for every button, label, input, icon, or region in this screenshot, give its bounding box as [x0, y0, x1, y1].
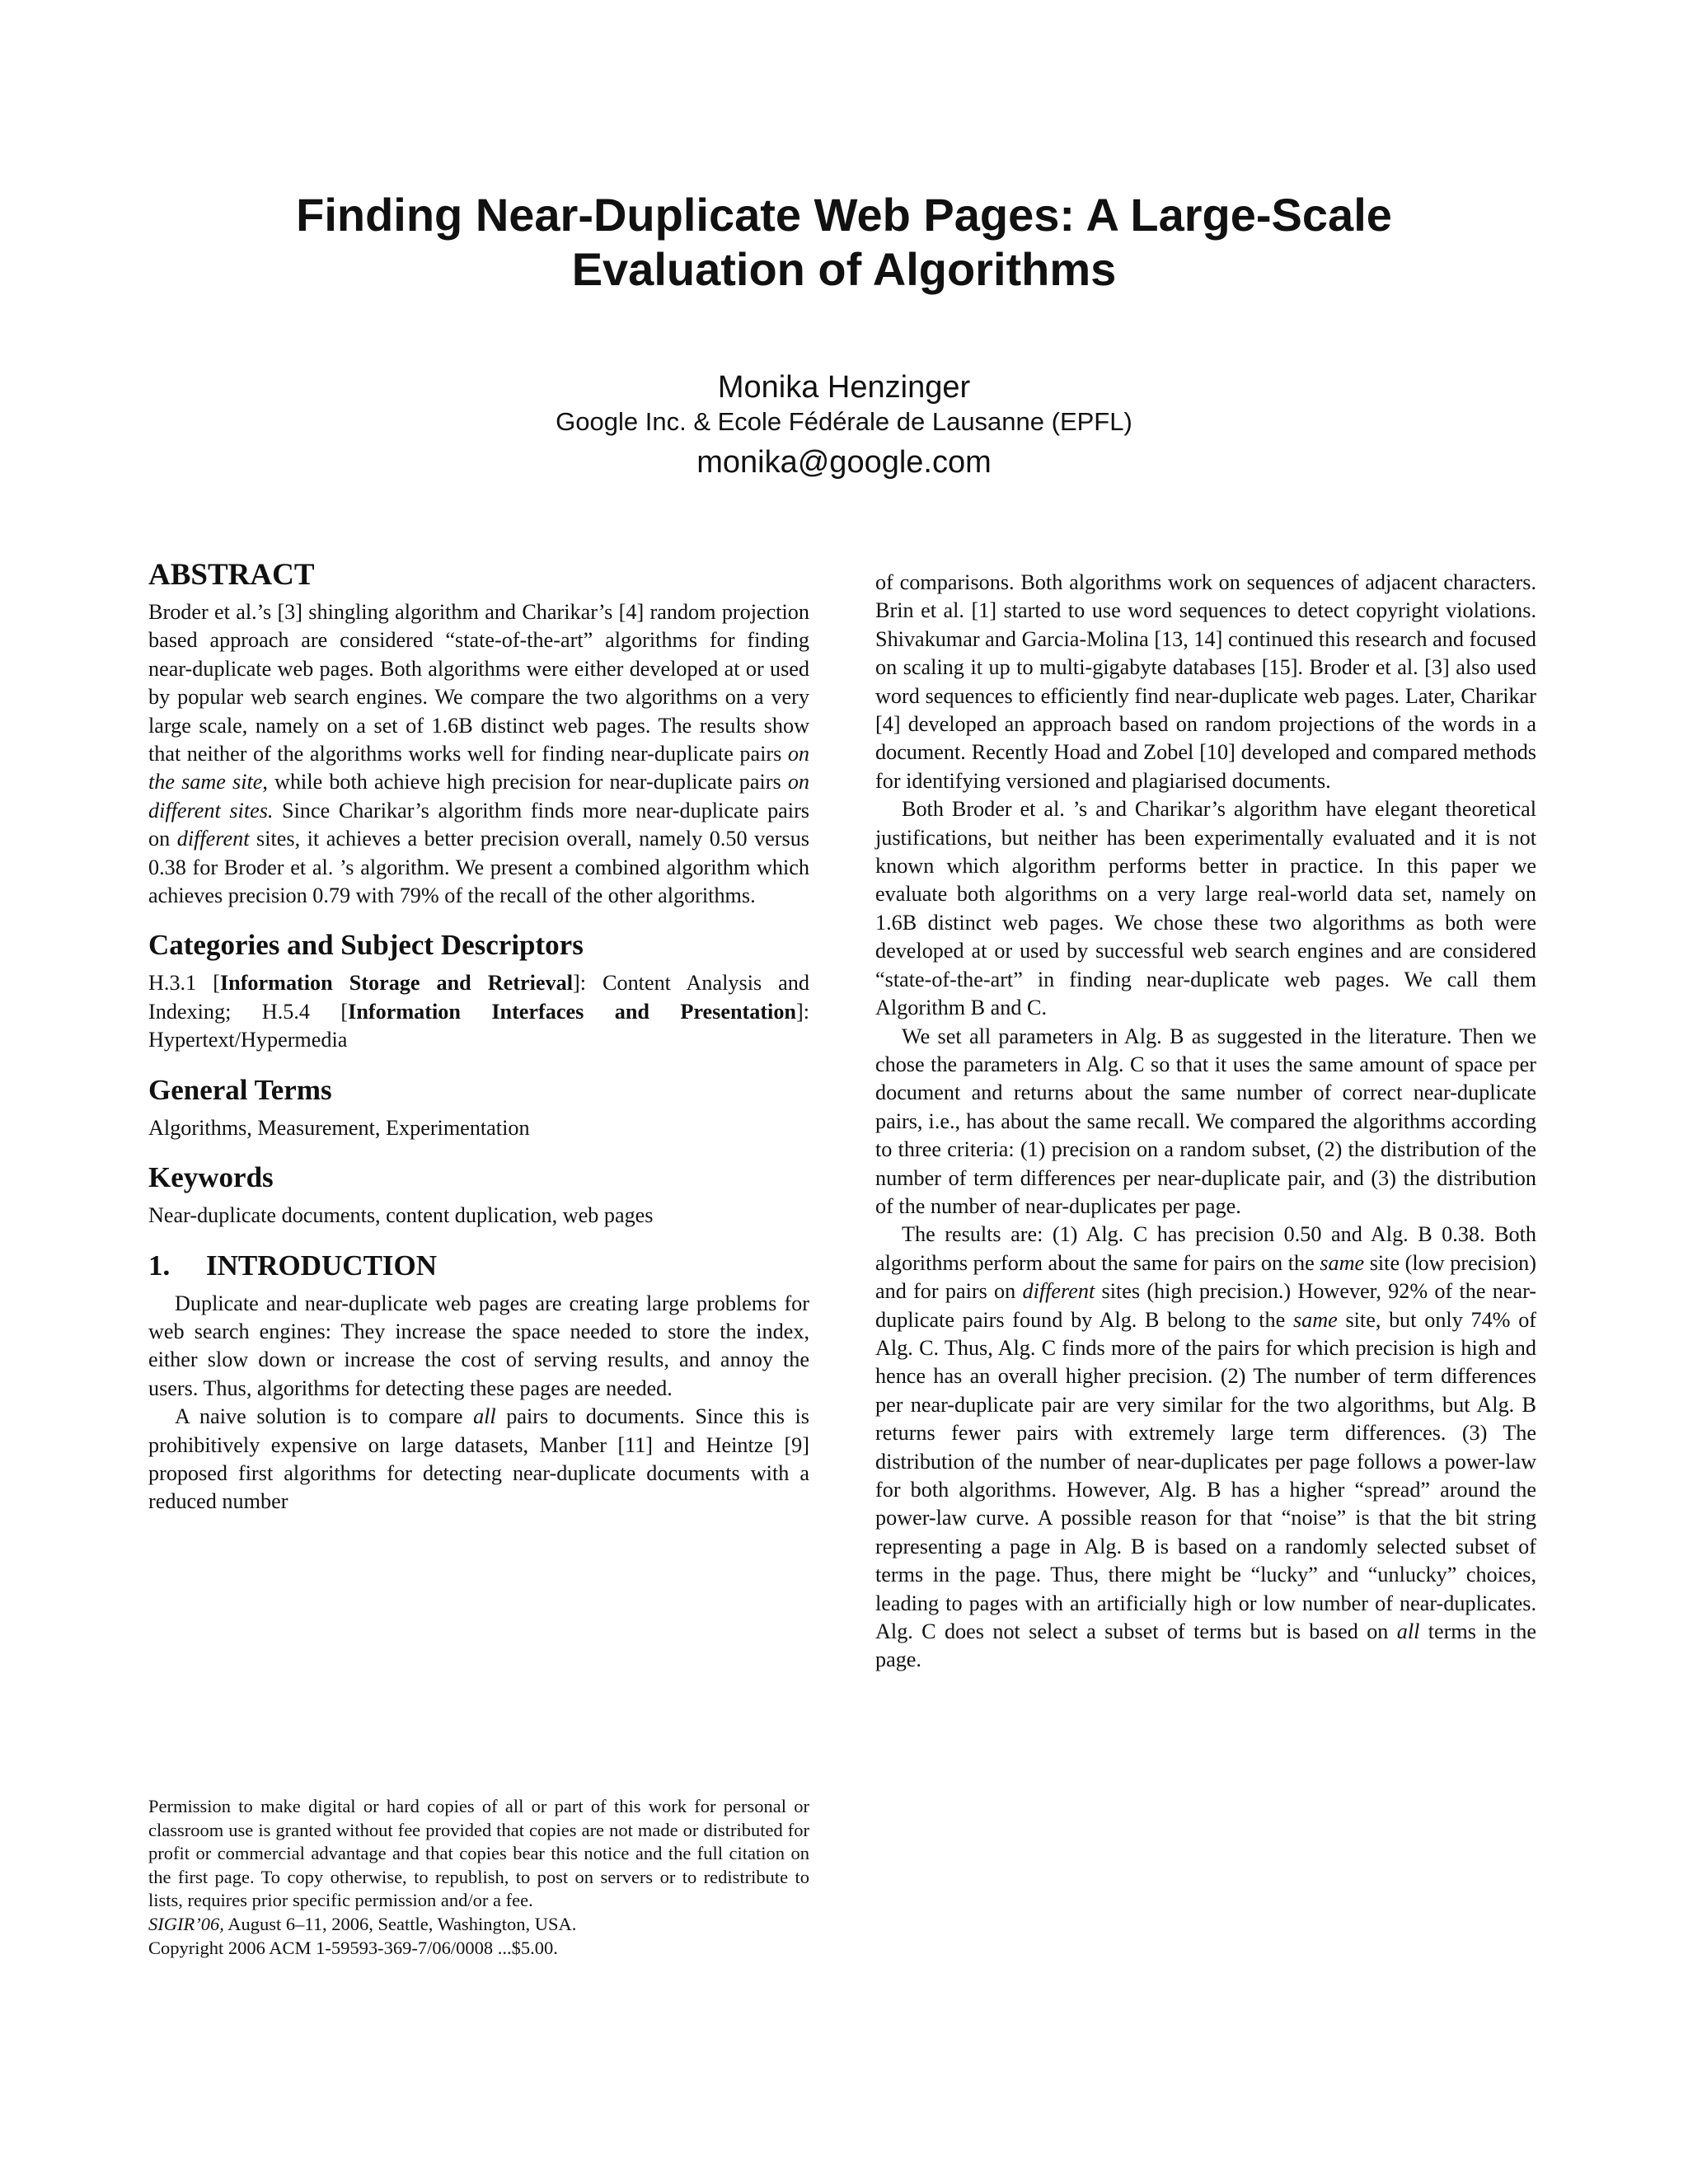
section-title: INTRODUCTION	[206, 1249, 438, 1282]
paper-title-line-2: Evaluation of Algorithms	[571, 243, 1117, 295]
abstract-emphasis: on the same site	[148, 742, 809, 794]
abstract-heading: ABSTRACT	[148, 558, 315, 592]
venue-details: August 6–11, 2006, Seattle, Washington, USA.	[223, 1913, 577, 1934]
intro-paragraph-6	[875, 1221, 1536, 1675]
abstract-text-part: , while both achieve high precision for near-duplicate pairs	[262, 770, 788, 794]
paper-title	[148, 188, 1540, 297]
intro-text-part: site (low precision) and for pairs on	[875, 1250, 1536, 1304]
author-email: monika@google.com	[696, 445, 992, 480]
keywords-text: Near-duplicate documents, content duplication, web pages	[148, 1203, 654, 1228]
intro-emphasis: all	[473, 1404, 496, 1429]
paper-title-line-1: Finding Near-Duplicate Web Pages: A Large-Scale	[296, 189, 1392, 241]
abstract-text-part: Since Charikar’s algorithm finds more near-duplicate pairs on	[148, 798, 809, 851]
author-name: Monika Henzinger	[717, 370, 971, 405]
intro-text-part: A naive solution is to compare	[175, 1404, 474, 1429]
permission-notice	[148, 1795, 809, 1960]
author-block	[148, 369, 1540, 483]
intro-text-part: sites (high precision.) However, 92% of the near-duplicate pairs found by Alg. B belong to the	[875, 1279, 1536, 1332]
venue-line	[148, 1913, 809, 1937]
intro-paragraph-1: Duplicate and near-duplicate web pages are creating large problems for web search engines: They increase the space needed to store the index, either slow down or increase the cost of serving results, and annoy the users. Thus, algorithms for detecting these pages are needed.	[148, 1291, 809, 1400]
intro-text-part: The results are: (1) Alg. C has precision 0.50 and Alg. B 0.38. Both algorithms perform about the same for pairs on the	[875, 1222, 1536, 1275]
copyright-line: Copyright 2006 ACM 1-59593-369-7/06/0008 ...$5.00.	[148, 1937, 558, 1958]
categories-text-part: ]: Hypertext/Hypermedia	[148, 999, 809, 1052]
general-terms-text: Algorithms, Measurement, Experimentation	[148, 1115, 530, 1140]
intro-text-part: terms in the page.	[875, 1619, 1536, 1672]
intro-paragraph-5: We set all parameters in Alg. B as suggested in the literature. Then we chose the parameters in Alg. C so that it uses the same amount of space per document and returns about the same number of correct near-duplicate pairs, i.e., has about the same recall. We compared the algorithms according to three criteria: (1) precision on a random subset, (2) the distribution of the number of term differences per near-duplicate pair, and (3) the distribution of the number of near-duplicates per page.	[875, 1024, 1536, 1218]
section-number: 1.	[148, 1249, 171, 1282]
intro-emphasis: same	[1292, 1307, 1338, 1332]
keywords-heading: Keywords	[148, 1161, 274, 1194]
categories-text	[148, 969, 809, 1054]
introduction-heading	[148, 1249, 809, 1283]
general-terms-heading: General Terms	[148, 1073, 332, 1106]
intro-paragraph-2	[148, 1403, 809, 1516]
left-column	[148, 557, 809, 1516]
intro-emphasis: different	[1022, 1279, 1095, 1304]
intro-paragraph-3: of comparisons. Both algorithms work on sequences of adjacent characters. Brin et al. [1] started to use word sequences to detect copyright violations. Shivakumar and Garcia-Molina [13, 14] continued this research and focused on scaling it up to multi-gigabyte databases [15]. Broder et al. [3] also used word sequences to efficiently find near-duplicate web pages. Later, Charikar [4] developed an approach based on random projections of the words in a document. Recently Hoad and Zobel [10] developed and compared methods for identifying versioned and plagiarised documents.	[875, 570, 1536, 793]
abstract-emphasis: on different sites.	[148, 770, 809, 823]
intro-emphasis: all	[1396, 1619, 1420, 1644]
categories-text-part: H.3.1 [	[148, 971, 220, 996]
abstract-text	[148, 598, 809, 910]
abstract-text-part: sites, it achieves a better precision overall, namely 0.50 versus 0.38 for Broder et al. ’s algorithm. We present a combined algorithm which achieves precision 0.79 with 79% of the recall of the other algorithms.	[148, 827, 810, 908]
abstract-emphasis: different	[176, 827, 250, 851]
categories-text-part: ]: Content Analysis and Indexing; H.5.4 [	[148, 971, 809, 1024]
categories-heading: Categories and Subject Descriptors	[148, 929, 584, 962]
categories-bold: Information Interfaces and Presentation	[348, 999, 796, 1024]
abstract-text-part: Broder et al.’s [3] shingling algorithm and Charikar’s [4] random projection based approach are considered “state-of-the-art” algorithms for finding near-duplicate web pages. Both algorithms were either developed at or used by popular web search engines. We compare the two algorithms on a very large scale, namely on a set of 1.6B distinct web pages. The results show that neither of the algorithms works well for finding near-duplicate pairs	[148, 600, 809, 766]
permission-text: Permission to make digital or hard copies of all or part of this work for personal or classroom use is granted without fee provided that copies are not made or distributed for profit or commercial advantage and that copies bear this notice and the full citation on the first page. To copy otherwise, to republish, to post on servers or to redistribute to lists, requires prior specific permission and/or a fee.	[148, 1796, 809, 1911]
intro-paragraph-4: Both Broder et al. ’s and Charikar’s algorithm have elegant theoretical justifications, but neither has been experimentally evaluated and it is not known which algorithm performs better in practice. In this paper we evaluate both algorithms on a very large real-world data set, namely on 1.6B distinct web pages. We chose these two algorithms as both were developed at or used by successful web search engines and are considered “state-of-the-art” in finding near-duplicate web pages. We call them Algorithm B and C.	[875, 797, 1536, 1020]
intro-text-part: pairs to documents. Since this is prohibitively expensive on large datasets, Manber [11] and Heintze [9] proposed first algorithms for detecting near-duplicate documents with a reduced number	[148, 1404, 809, 1514]
right-column	[875, 569, 1536, 1675]
categories-bold: Information Storage and Retrieval	[219, 971, 574, 996]
venue-name: SIGIR’06,	[148, 1913, 224, 1934]
author-affiliation: Google Inc. & Ecole Fédérale de Lausanne (EPFL)	[556, 407, 1132, 436]
intro-text-part: site, but only 74% of Alg. C. Thus, Alg. C finds more of the pairs for which precision is high and hence has an overall higher precision. (2) The number of term differences per near-duplicate pair are very similar for the two algorithms, but Alg. B returns fewer pairs with extremely large term differences. (3) The distribution of the number of near-duplicates per page follows a power-law for both algorithms. However, Alg. B has a higher “spread” around the power-law curve. A possible reason for that “noise” is that the bit string representing a page in Alg. B is based on a randomly selected subset of terms in the page. Thus, there might be “lucky” and “unlucky” choices, leading to pages with an artificially high or low number of near-duplicates. Alg. C does not select a subset of terms but is based on	[875, 1307, 1537, 1644]
intro-emphasis: same	[1320, 1250, 1365, 1275]
